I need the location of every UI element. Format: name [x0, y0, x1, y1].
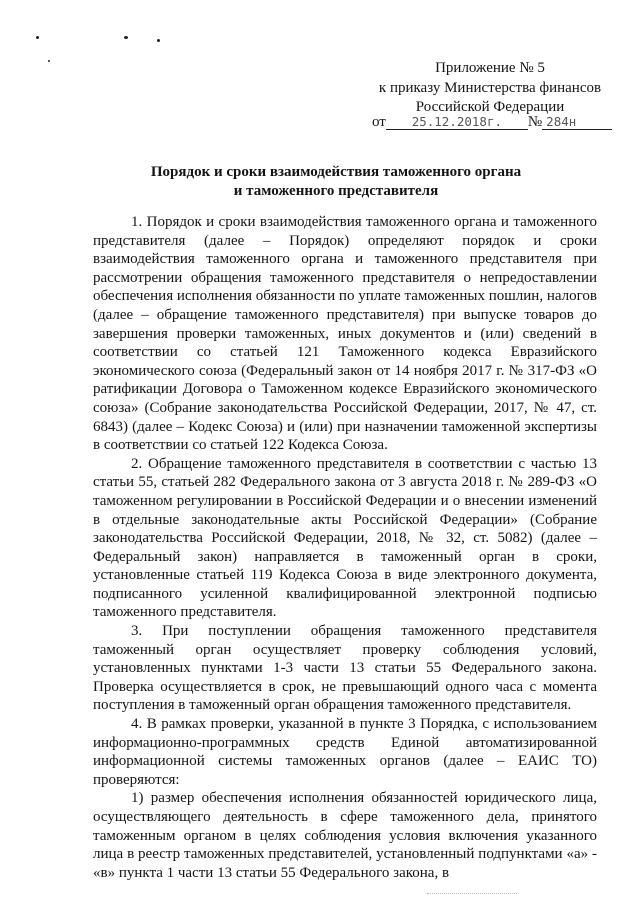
title-line-1: Порядок и сроки взаимодействия таможенного органа — [150, 164, 522, 180]
subparagraph-4-1: 1) размер обеспечения исполнения обязанностей юридического лица, осуществляющего деятельность в сфере таможенного дела, принятого таможенным органом в целях соблюдения условия включения указанного лица в реестр таможенных представителей, установленный подпунктами «а» - «в» пункта 1 части 13 статьи 55 Федерального закона, в — [93, 790, 597, 881]
order-number-label: № — [527, 114, 543, 130]
paragraph-4: 4. В рамках проверки, указанной в пункте 3 Порядка, с использованием информационно-программных средств Единой автоматизированной информационной системы таможенных органов (далее – ЕАИС ТО) проверяются: — [93, 716, 597, 788]
title-line-2: и таможенного представителя — [233, 183, 439, 199]
order-date-stamp: 25.12.2018г. — [386, 115, 528, 130]
scan-edge-mark — [427, 893, 517, 896]
paragraph-1: 1. Порядок и сроки взаимодействия таможенного органа и таможенного представителя (далее – Порядок) определяют порядок и сроки взаимодействия таможенного органа и таможенного представителя при рассмотрении обращения таможенного представителя о непредоставлении обеспечения исполнения обязанности по уплате таможенных пошлин, налогов (далее – обращение таможенного представителя) при выпуске товаров до завершения проверки таможенных, иных документов и (или) сведений в соответствии со статьей 121 Таможенного кодекса Евразийского экономического союза (Федеральный закон от 14 ноября 2017 г. № 317-ФЗ «О ратификации Договора о Таможенном кодексе Евразийского экономического союза» (Собрание законодательства Российской Федерации, 2017, № 47, ст. 6843) (далее – Кодекс Союза) и (или) при назначении таможенной экспертизы в соответствии со статьей 122 Кодекса Союза. — [93, 214, 597, 454]
order-number-stamp: 284н — [542, 115, 612, 130]
appendix-order-ref: к приказу Министерства финансов — [378, 79, 602, 96]
order-date-number — [372, 113, 620, 132]
paragraph-3: 3. При поступлении обращения таможенного представителя таможенный орган осуществляет проверку соблюдения условий, установленных пунктами 1-3 части 13 статьи 55 Федерального закона. Проверка осуществляется в срок, не превышающий одного часа с момента поступления в таможенный орган обращения таможенного представителя. — [93, 623, 597, 714]
appendix-number: Приложение № 5 — [435, 60, 545, 76]
appendix-header — [370, 59, 610, 118]
appendix-authority: Российской Федерации — [415, 99, 565, 115]
order-from-label: от — [372, 114, 386, 130]
document-title — [100, 163, 572, 201]
document-body — [93, 213, 597, 882]
paragraph-2: 2. Обращение таможенного представителя в соответствии с частью 13 статьи 55, статьей 282 Федерального закона от 3 августа 2018 г. № 289-ФЗ «О таможенном регулировании в Российской Федерации и о внесении изменений в отдельные законодательные акты Российской Федерации» (Собрание законодательства Российской Федерации, 2018, № 32, ст. 5082) (далее – Федеральный закон) направляется в таможенный орган в сроки, установленные статьей 119 Кодекса Союза в виде электронного документа, подписанного усиленной квалифицированной электронной подписью таможенного представителя. — [93, 455, 597, 621]
